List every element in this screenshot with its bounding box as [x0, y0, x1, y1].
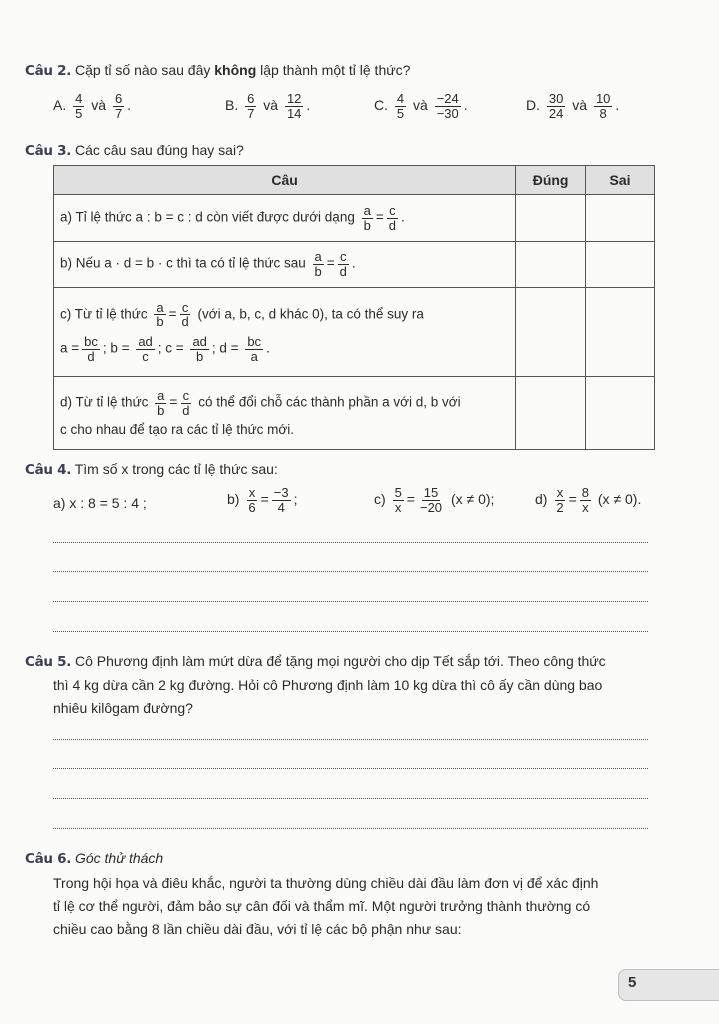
q5-line-2: thì 4 kg dừa cần 2 kg đường. Hỏi cô Phương định làm 10 kg dừa thì cô ấy cần dùng bao: [53, 677, 603, 693]
answer-line[interactable]: [53, 631, 648, 632]
q6-title: Góc thử thách: [74, 850, 164, 866]
page-number-tab-extension: [658, 969, 719, 1001]
q3-label: Câu 3.: [25, 143, 72, 159]
answer-cell-sai[interactable]: [586, 288, 655, 377]
answer-line[interactable]: [53, 601, 648, 602]
page-number: 5: [628, 974, 637, 991]
q6-title-line: [25, 850, 163, 867]
q6-line-3: chiều cao bằng 8 lần chiều dài đầu, với tỉ lệ các bộ phận như sau:: [53, 921, 462, 937]
q3-table: [53, 165, 655, 450]
q3-row-d: d) Từ tỉ lệ thức $\frac{a}{b}$ = $\frac{c}{d}$ có thể đổi chỗ các thành phần a với d, b với c cho nhau để tạo ra các tỉ lệ thức mới.: [54, 377, 516, 450]
q2-text-end: lập thành một tỉ lệ thức?: [256, 62, 411, 78]
q2-option-c: C. $\frac{4}{5}$ và $\frac{-24}{-30}$ .: [374, 91, 468, 121]
q2-question: [25, 62, 410, 79]
q3-row-b: b) Nếu a · d = b · c thì ta có tỉ lệ thức sau $\frac{a}{b}$ = $\frac{c}{d}$ .: [54, 242, 516, 288]
answer-cell-dung[interactable]: [516, 377, 586, 450]
q4-part-a: a) x : 8 = 5 : 4 ;: [53, 495, 147, 511]
q6-line-2: tỉ lệ cơ thể người, đảm bảo sự cân đối và thẩm mĩ. Một người trưởng thành thường có: [53, 898, 591, 914]
answer-line[interactable]: [53, 828, 648, 829]
answer-cell-sai[interactable]: [586, 242, 655, 288]
q2-option-d: D. $\frac{30}{24}$ và $\frac{10}{8}$ .: [526, 91, 620, 121]
q3-text: Các câu sau đúng hay sai?: [74, 142, 244, 158]
answer-line[interactable]: [53, 739, 648, 740]
q4-part-b: b) $\frac{x}{6}$ = $\frac{-3}{4}$ ;: [227, 485, 298, 515]
q6-line-1: Trong hội họa và điêu khắc, người ta thường dùng chiều dài đầu làm đơn vị để xác định: [53, 875, 599, 891]
q2-label: Câu 2.: [25, 63, 72, 79]
q5-label: Câu 5.: [25, 654, 72, 670]
q2-emphasis: không: [214, 62, 257, 78]
answer-cell-sai[interactable]: [586, 377, 655, 450]
q5-line-3: nhiêu kilôgam đường?: [53, 700, 193, 716]
q5-line-1: Câu 5. Cô Phương định làm mứt dừa để tặng mọi người cho dịp Tết sắp tới. Theo công thức: [25, 653, 606, 670]
answer-cell-dung[interactable]: [516, 288, 586, 377]
q6-label: Câu 6.: [25, 851, 72, 867]
q3-header-row: [54, 166, 655, 195]
answer-line[interactable]: [53, 571, 648, 572]
q4-text: Tìm số x trong các tỉ lệ thức sau:: [74, 461, 278, 477]
answer-cell-sai[interactable]: [586, 195, 655, 242]
q3-row-c: c) Từ tỉ lệ thức $\frac{a}{b}$ = $\frac{c}{d}$ (với a, b, c, d khác 0), ta có thể suy ra a = $\frac{bc}{d}$ ; b = $\frac{ad}{c}$ ; c = $\frac{ad}{b}$ ; d = $\frac{bc}{a}$ .: [54, 288, 516, 377]
answer-cell-dung[interactable]: [516, 195, 586, 242]
header-dung: Đúng: [516, 166, 586, 195]
table-row: [54, 195, 655, 242]
q3-row-a: a) Tỉ lệ thức a : b = c : d còn viết được dưới dạng $\frac{a}{b}$ = $\frac{c}{d}$ .: [54, 195, 516, 242]
q4-part-d: d) $\frac{x}{2}$ = $\frac{8}{x}$ (x ≠ 0).: [535, 485, 642, 515]
answer-line[interactable]: [53, 542, 648, 543]
q2-text: Cặp tỉ số nào sau đây: [74, 62, 215, 78]
page-number-tab: [618, 969, 659, 1001]
answer-cell-dung[interactable]: [516, 242, 586, 288]
table-row: [54, 377, 655, 450]
table-row: [54, 242, 655, 288]
q2-option-b: B. $\frac{6}{7}$ và $\frac{12}{14}$ .: [225, 91, 311, 121]
table-row: [54, 288, 655, 377]
q3-question: [25, 142, 244, 159]
header-cau: Câu: [54, 166, 516, 195]
q2-option-a: A. $\frac{4}{5}$ và $\frac{6}{7}$ .: [53, 91, 132, 121]
q4-label: Câu 4.: [25, 462, 72, 478]
q4-part-c: c) $\frac{5}{x}$ = $\frac{15}{-20}$ (x ≠ 0);: [374, 485, 495, 515]
header-sai: Sai: [586, 166, 655, 195]
q4-question: [25, 461, 278, 478]
answer-line[interactable]: [53, 798, 648, 799]
answer-line[interactable]: [53, 768, 648, 769]
